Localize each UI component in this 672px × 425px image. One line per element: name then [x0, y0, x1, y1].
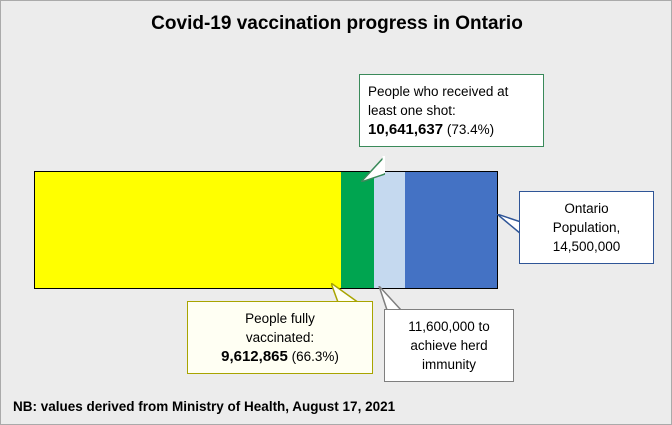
bar-segment-one-dose: [341, 172, 374, 288]
callout-pop-line2: Population,: [552, 220, 621, 235]
callout-herd-immunity: [384, 309, 514, 382]
bar-segment-fully-vaccinated: [35, 172, 341, 288]
callout-one-dose-percent: (73.4%): [443, 122, 495, 137]
callout-ontario-population: [519, 191, 654, 264]
callout-one-dose-line1: People who received at: [368, 84, 509, 99]
callout-pop-line3: 14,500,000: [552, 239, 621, 254]
callout-one-dose-value: 10,641,637: [368, 121, 444, 138]
callout-herd-line2: achieve herd: [410, 338, 488, 353]
callout-one-dose-value-row: [368, 120, 535, 139]
callout-fully-line2: vaccinated:: [245, 330, 315, 345]
callout-pop-line1: Ontario: [564, 201, 609, 216]
bar-segment-herd-immunity: [374, 172, 404, 288]
callout-fully-line1: People fully: [245, 311, 315, 326]
callout-herd-line3: immunity: [421, 357, 476, 372]
callout-one-dose-line2: least one shot:: [368, 103, 456, 118]
callout-one-dose: [359, 74, 544, 147]
callout-tail-one-dose-icon: [361, 156, 385, 182]
page-title: Covid-19 vaccination progress in Ontario: [151, 13, 523, 34]
callout-fully-value-row: [196, 347, 364, 366]
callout-herd-line1: 11,600,000 to: [408, 319, 490, 334]
footnote: NB: values derived from Ministry of Health, August 17, 2021: [13, 399, 396, 414]
bar-segment-remaining-population: [405, 172, 497, 288]
callout-fully-percent: (66.3%): [287, 349, 339, 364]
stacked-bar: [34, 171, 498, 289]
callout-fully-vaccinated: [187, 301, 373, 374]
callout-fully-value: 9,612,865: [221, 348, 288, 365]
